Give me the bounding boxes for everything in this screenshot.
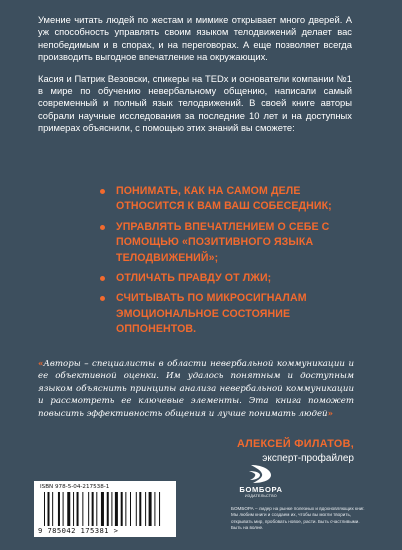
bullet-dot-icon (100, 296, 105, 301)
bullet-dot-icon (100, 189, 105, 194)
publisher-subtitle: ИЗДАТЕЛЬСТВО (245, 494, 277, 498)
author-role: эксперт-профайлер (262, 453, 354, 464)
isbn-number: ISBN 978-5-04-217538-1 (40, 484, 110, 490)
barcode (34, 481, 176, 537)
benefit-item (100, 184, 340, 215)
barcode-bars-icon (44, 492, 166, 526)
barcode-digits: 9 785042 175381 > (38, 526, 119, 535)
benefit-text: СЧИТЫВАТЬ ПО МИКРОСИГНАЛАМ ЭМОЦИОНАЛЬНОЕ СОСТОЯНИЕ ОППОНЕНТОВ. (116, 292, 307, 336)
benefits-list (100, 184, 340, 338)
quote-text: Авторы – специалисты в области невербальной коммуникации и ее объективной оценки. Им удалось понятным и доступным языком объяснить принципы анализа невербальной коммуникации и рассмотреть ее ключевые элементы. Эта книга поможет повысить эффективность общения и лучше понимать людей (38, 359, 354, 419)
quote-close-mark: » (327, 408, 333, 419)
review-quote (38, 358, 354, 420)
benefit-item (100, 220, 340, 266)
publisher-wave-icon (247, 463, 275, 485)
intro-paragraph-1: Умение читать людей по жестам и мимике открывает много дверей. А уж способность управлять своим языком телодвижений делает вас непобедимым и в спорах, и на переговорах. А еще позволяет всегда производить выгодное впечатление на окружающих. (38, 14, 352, 63)
benefit-item (100, 291, 340, 337)
bullet-dot-icon (100, 276, 105, 281)
author-name: АЛЕКСЕЙ ФИЛАТОВ, (236, 438, 354, 450)
quote-open-mark: « (38, 359, 44, 369)
publisher-blurb: БОМБОРА – лидер на рынке полезных и вдохновляющих книг. Мы любим книги и создаем их, чтобы вы могли творить, открывать мир, пробовать новое, расти. Быть счастливыми. Быть на волне. (231, 506, 365, 531)
publisher-logo (231, 463, 291, 503)
benefit-item (100, 271, 340, 286)
benefit-text: ОТЛИЧАТЬ ПРАВДУ ОТ ЛЖИ; (116, 272, 272, 285)
intro-text (38, 14, 352, 135)
benefit-text: ПОНИМАТЬ, КАК НА САМОМ ДЕЛЕ ОТНОСИТСЯ К ВАМ ВАШ СОБЕСЕДНИК; (116, 185, 332, 213)
intro-paragraph-2: Касия и Патрик Везовски, спикеры на TEDx и основатели компании №1 в мире по обучению невербальному общению, написали самый современный и полный язык телодвижений. В своей книге авторы собрали научные исследования за последние 10 лет и на доступных примерах объяснили, с помощью этих знаний вы сможете: (38, 72, 352, 134)
bullet-dot-icon (100, 225, 105, 230)
benefit-text: УПРАВЛЯТЬ ВПЕЧАТЛЕНИЕМ О СЕБЕ С ПОМОЩЬЮ «ПОЗИТИВНОГО ЯЗЫКА ТЕЛОДВИЖЕНИЙ»; (116, 220, 330, 264)
quote-author (237, 438, 354, 464)
publisher-name: БОМБОРА (239, 485, 283, 494)
